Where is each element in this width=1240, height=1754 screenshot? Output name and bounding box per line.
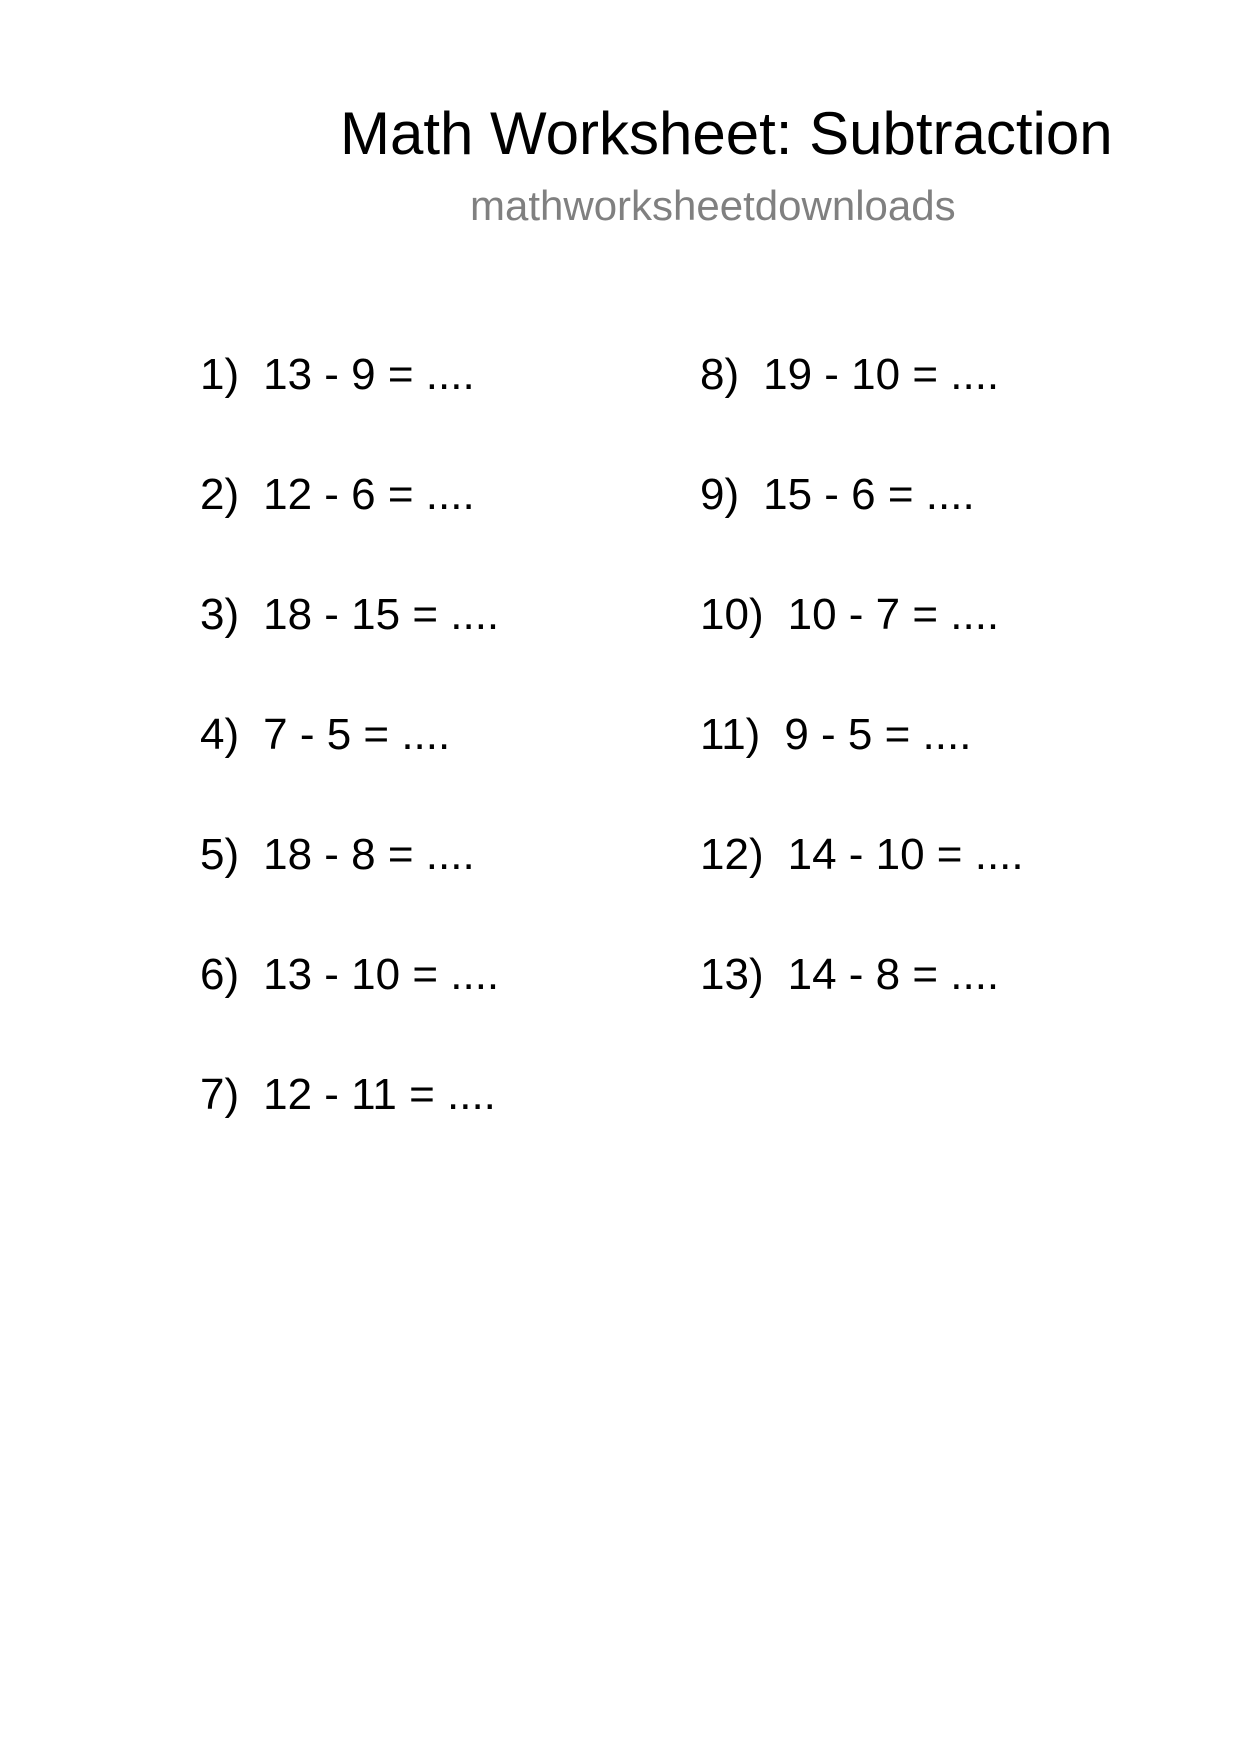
problem-item [700, 710, 971, 760]
problem-number: 13) [700, 950, 764, 999]
problem-number: 3) [200, 590, 240, 639]
problem-number: 10) [700, 590, 764, 639]
problem-item [700, 830, 1024, 880]
problem-item [200, 710, 450, 760]
problem-item [700, 950, 999, 1000]
problem-number: 11) [700, 710, 761, 759]
problem-expression: 7 - 5 = .... [263, 710, 451, 759]
problem-number: 2) [200, 470, 240, 519]
problem-number: 7) [200, 1070, 240, 1119]
problem-number: 9) [700, 470, 740, 519]
problem-number: 6) [200, 950, 240, 999]
problem-number: 8) [700, 350, 740, 399]
problem-expression: 14 - 8 = .... [787, 950, 1000, 999]
problem-item [200, 950, 499, 1000]
page-subtitle: mathworksheetdownloads [470, 182, 956, 229]
problem-expression: 13 - 9 = .... [263, 350, 475, 399]
problem-item [200, 590, 499, 640]
problem-item [700, 590, 999, 640]
problem-number: 5) [200, 830, 240, 879]
problem-expression: 12 - 6 = .... [263, 470, 475, 519]
problem-item [700, 470, 975, 520]
problem-number: 12) [700, 830, 764, 879]
page-title: Math Worksheet: Subtraction [340, 100, 1113, 167]
problem-item [200, 830, 475, 880]
problem-expression: 12 - 11 = .... [263, 1070, 496, 1119]
problem-expression: 18 - 8 = .... [263, 830, 475, 879]
problem-expression: 14 - 10 = .... [787, 830, 1024, 879]
problem-number: 4) [200, 710, 240, 759]
problem-item [200, 350, 475, 400]
problem-item [700, 350, 999, 400]
problem-expression: 13 - 10 = .... [263, 950, 500, 999]
problem-expression: 18 - 15 = .... [263, 590, 500, 639]
problem-expression: 15 - 6 = .... [763, 470, 975, 519]
problem-expression: 9 - 5 = .... [784, 710, 972, 759]
problem-item [200, 1070, 496, 1120]
problem-expression: 10 - 7 = .... [787, 590, 1000, 639]
problem-number: 1) [200, 350, 240, 399]
problem-expression: 19 - 10 = .... [763, 350, 1000, 399]
problem-item [200, 470, 475, 520]
